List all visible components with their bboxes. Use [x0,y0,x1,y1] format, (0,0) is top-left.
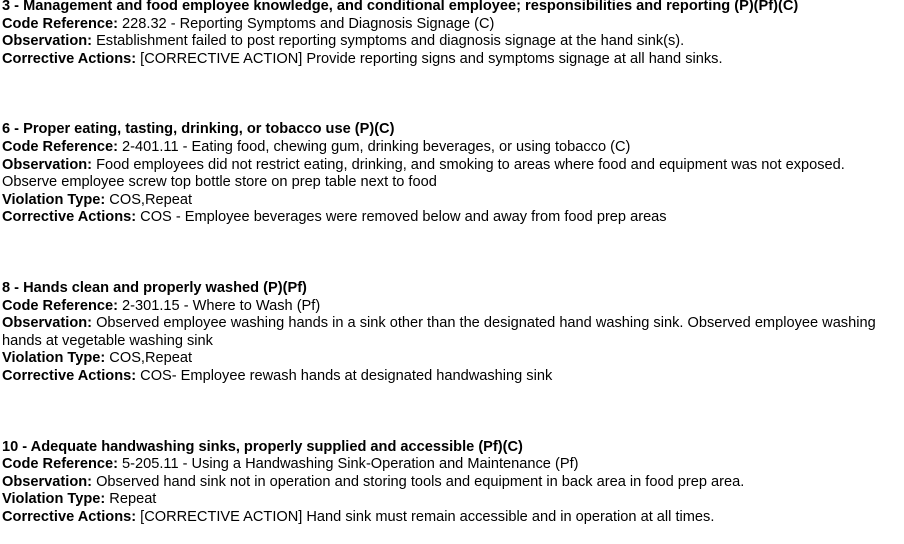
corrective-actions-value: COS - Employee beverages were removed below and away from food prep areas [136,209,667,226]
violation-type-label: Violation Type: [2,191,106,208]
code-reference-value: 2-401.11 - Eating food, chewing gum, drinking beverages, or using tobacco (C) [117,138,631,155]
code-reference-label: Code Reference: [2,456,118,473]
code-reference-label: Code Reference: [2,138,118,155]
observation-label: Observation: [2,156,93,173]
observation-value: Food employees did not restrict eating, drinking, and smoking to areas where food and equipment was not exposed. Observe employee screw top bottle store on prep table next to food [2,156,845,191]
violation-title: 3 - Management and food employee knowledge, and conditional employee; responsibilities and reporting (P)(Pf)(C) [2,0,799,14]
observation-value: Establishment failed to post reporting symptoms and diagnosis signage at the hand sink(s). [92,33,685,50]
code-reference-label: Code Reference: [2,297,118,314]
corrective-actions-label: Corrective Actions: [2,367,137,384]
inspection-violations-list [2,0,898,526]
corrective-actions-value: [CORRECTIVE ACTION] Provide reporting signs and symptoms signage at all hand sinks. [136,50,723,67]
observation-line [2,474,898,492]
violation-title: 10 - Adequate handwashing sinks, properly supplied and accessible (Pf)(C) [2,438,523,455]
violation-item [2,0,898,68]
corrective-actions-label: Corrective Actions: [2,508,137,525]
corrective-actions-line [2,368,898,386]
violation-type-line [2,491,898,509]
code-reference-value: 5-205.11 - Using a Handwashing Sink-Operation and Maintenance (Pf) [117,456,579,473]
corrective-actions-value: [CORRECTIVE ACTION] Hand sink must remain accessible and in operation at all times. [136,508,715,525]
corrective-actions-value: COS- Employee rewash hands at designated handwashing sink [136,367,553,384]
violation-item [2,280,898,386]
violation-type-label: Violation Type: [2,491,106,508]
violation-type-label: Violation Type: [2,350,106,367]
code-reference-line [2,139,898,157]
observation-label: Observation: [2,473,93,490]
observation-value: Observed employee washing hands in a sink other than the designated hand washing sink. Observed employee washing hands at vegetable washing sink [2,315,876,349]
corrective-actions-label: Corrective Actions: [2,209,137,226]
corrective-actions-line [2,209,898,227]
observation-value: Observed hand sink not in operation and storing tools and equipment in back area in food prep area. [92,473,745,490]
observation-line [2,33,898,51]
observation-label: Observation: [2,315,93,332]
code-reference-label: Code Reference: [2,15,118,32]
violation-type-value: COS,Repeat [105,350,193,367]
violation-title: 6 - Proper eating, tasting, drinking, or tobacco use (P)(C) [2,121,395,138]
code-reference-value: 228.32 - Reporting Symptoms and Diagnosis Signage (C) [117,15,495,32]
violation-type-value: Repeat [105,491,157,508]
code-reference-value: 2-301.15 - Where to Wash (Pf) [117,297,321,314]
violation-type-line [2,350,898,368]
code-reference-line [2,298,898,316]
violation-type-line [2,192,898,210]
code-reference-line [2,456,898,474]
code-reference-line [2,16,898,34]
observation-label: Observation: [2,33,93,50]
violation-title: 8 - Hands clean and properly washed (P)(Pf) [2,279,307,296]
violation-item [2,439,898,527]
violation-type-value: COS,Repeat [105,191,193,208]
violation-item [2,121,898,227]
observation-line [2,315,898,350]
corrective-actions-line [2,51,898,69]
corrective-actions-line [2,509,898,527]
corrective-actions-label: Corrective Actions: [2,50,137,67]
observation-line [2,157,898,192]
